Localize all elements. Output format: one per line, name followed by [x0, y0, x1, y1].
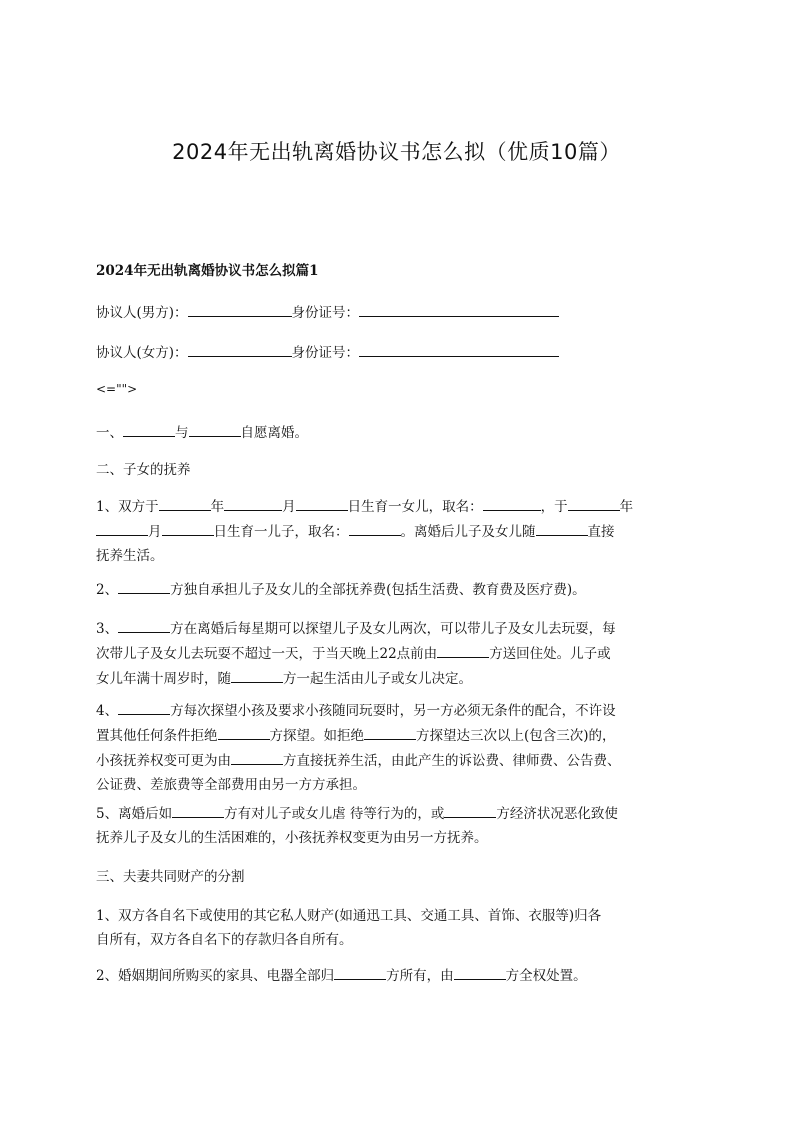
paragraph-line	[96, 748, 708, 773]
paragraph-line: 1、双方各自名下或使用的其它私人财产(如通迅工具、交通工具、首饰、衣服等)归各	[96, 908, 602, 924]
text-run: 3、	[96, 621, 119, 637]
text-run: 女儿年满十周岁时，随	[96, 671, 231, 687]
item-1-line	[96, 420, 708, 445]
text-run: 直接	[587, 524, 615, 540]
blank-field	[218, 723, 270, 740]
text-run: 方送回住处。儿子或	[489, 646, 611, 662]
section-title: 2024年无出轨离婚协议书怎么拟篇1	[96, 263, 319, 279]
blank-field	[437, 641, 489, 658]
party-male-line	[96, 300, 708, 325]
text-run: 年	[619, 499, 634, 515]
paragraph-line	[96, 641, 708, 666]
party-female-label: 协议人(女方)：	[96, 345, 188, 361]
text-run: 日生育一女儿，取名：	[347, 499, 483, 515]
blank-field	[483, 494, 541, 511]
blank-field	[349, 519, 401, 536]
text-run: 方独自承担儿子及女儿的全部抚养费(包括生活费、教育费及医疗费)。	[170, 582, 586, 598]
text-run: 2、	[96, 582, 119, 598]
text-run: 次带儿子及女儿去玩耍不超过一天，于当天晚上22点前由	[96, 646, 438, 662]
paragraph-line	[96, 616, 708, 641]
text-run: 一、	[96, 425, 123, 441]
text-run: 月	[282, 499, 296, 515]
text-run: 方一起生活由儿子或女儿决定。	[283, 671, 472, 687]
text-run: 方探望达三次以上(包含三次)的，	[416, 728, 616, 744]
party-male-label: 协议人(男方)：	[96, 305, 188, 321]
text-run: 置其他任何条件拒绝	[96, 728, 218, 744]
blank-field	[224, 494, 282, 511]
blank-field	[231, 748, 283, 765]
text-run: 方经济状况恶化致使	[496, 806, 618, 822]
paragraph-line	[96, 666, 708, 691]
text-run: 方每次探望小孩及要求小孩随同玩耍时，另一方必须无条件的配合，不许设	[170, 703, 616, 719]
text-run: 1、双方于	[96, 499, 159, 515]
blank-field	[172, 801, 224, 818]
text-run: 年	[210, 499, 225, 515]
blank-field	[364, 723, 416, 740]
blank-field	[96, 519, 148, 536]
blank-field	[568, 494, 620, 511]
blank-field	[454, 963, 506, 980]
text-run: 方在离婚后每星期可以探望儿子及女儿两次，可以带儿子及女儿去玩耍，每	[170, 621, 616, 637]
blank-field	[159, 494, 211, 511]
text-run: 4、	[96, 703, 119, 719]
text-run: 日生育一儿子，取名：	[213, 524, 349, 540]
blank-field	[536, 519, 588, 536]
paragraph-line	[96, 801, 708, 826]
text-run: 方直接抚养生活，由此产生的诉讼费、律师费、公告费、	[283, 753, 621, 769]
id-label: 身份证号：	[291, 345, 360, 361]
blank-field	[296, 494, 348, 511]
heading-property-division: 三、夫妻共同财产的分割	[96, 869, 245, 885]
id-label: 身份证号：	[291, 305, 360, 321]
paragraph-line: 抚养儿子及女儿的生活困难的，小孩抚养权变更为由另一方抚养。	[96, 830, 488, 846]
paragraph-line	[96, 698, 708, 723]
text-run: 与	[175, 425, 189, 441]
paragraph-line: 自所有，双方各自名下的存款归各自所有。	[96, 932, 353, 948]
paragraph-line: 公证费、差旅费等全部费用由另一方方承担。	[96, 777, 366, 793]
blank-field	[118, 577, 170, 594]
text-run: 方有对儿子或女儿虐 待等行为的，或	[224, 806, 445, 822]
blank-field	[231, 666, 283, 683]
paragraph-line: 抚养生活。	[96, 548, 164, 564]
paragraph-6	[96, 904, 708, 952]
blank-field	[118, 698, 170, 715]
blank-field	[188, 300, 292, 317]
paragraph-line	[96, 519, 708, 544]
paragraph-line	[96, 494, 708, 519]
paragraph-3	[96, 616, 708, 691]
blank-field	[188, 340, 292, 357]
party-female-line	[96, 340, 708, 365]
paragraph-1	[96, 494, 708, 568]
paragraph-2	[96, 577, 708, 602]
text-run: 方探望。如拒绝	[269, 728, 364, 744]
paragraph-5	[96, 801, 708, 850]
text-run: 方所有，由	[386, 968, 454, 984]
blank-field	[123, 420, 175, 437]
paragraph-line	[96, 723, 708, 748]
text-run: 2、婚姻期间所购买的家具、电器全部归	[96, 968, 335, 984]
text-run: 月	[148, 524, 162, 540]
paragraph-7	[96, 963, 708, 988]
blank-field	[444, 801, 496, 818]
stray-text: <="">	[96, 382, 138, 396]
text-run: 小孩抚养权变可更为由	[96, 753, 231, 769]
paragraph-4	[96, 698, 708, 797]
document-title: 2024年无出轨离婚协议书怎么拟（优质10篇）	[172, 140, 621, 164]
text-run: ，于	[540, 499, 568, 515]
text-run: 。离婚后儿子及女儿随	[400, 524, 536, 540]
text-run: 5、离婚后如	[96, 806, 173, 822]
blank-field	[334, 963, 386, 980]
blank-field	[162, 519, 214, 536]
text-run: 方全权处置。	[505, 968, 587, 984]
heading-child-custody: 二、子女的抚养	[96, 462, 191, 478]
blank-field	[359, 340, 559, 357]
blank-field	[118, 616, 170, 633]
text-run: 自愿离婚。	[240, 425, 308, 441]
blank-field	[359, 300, 559, 317]
blank-field	[189, 420, 241, 437]
